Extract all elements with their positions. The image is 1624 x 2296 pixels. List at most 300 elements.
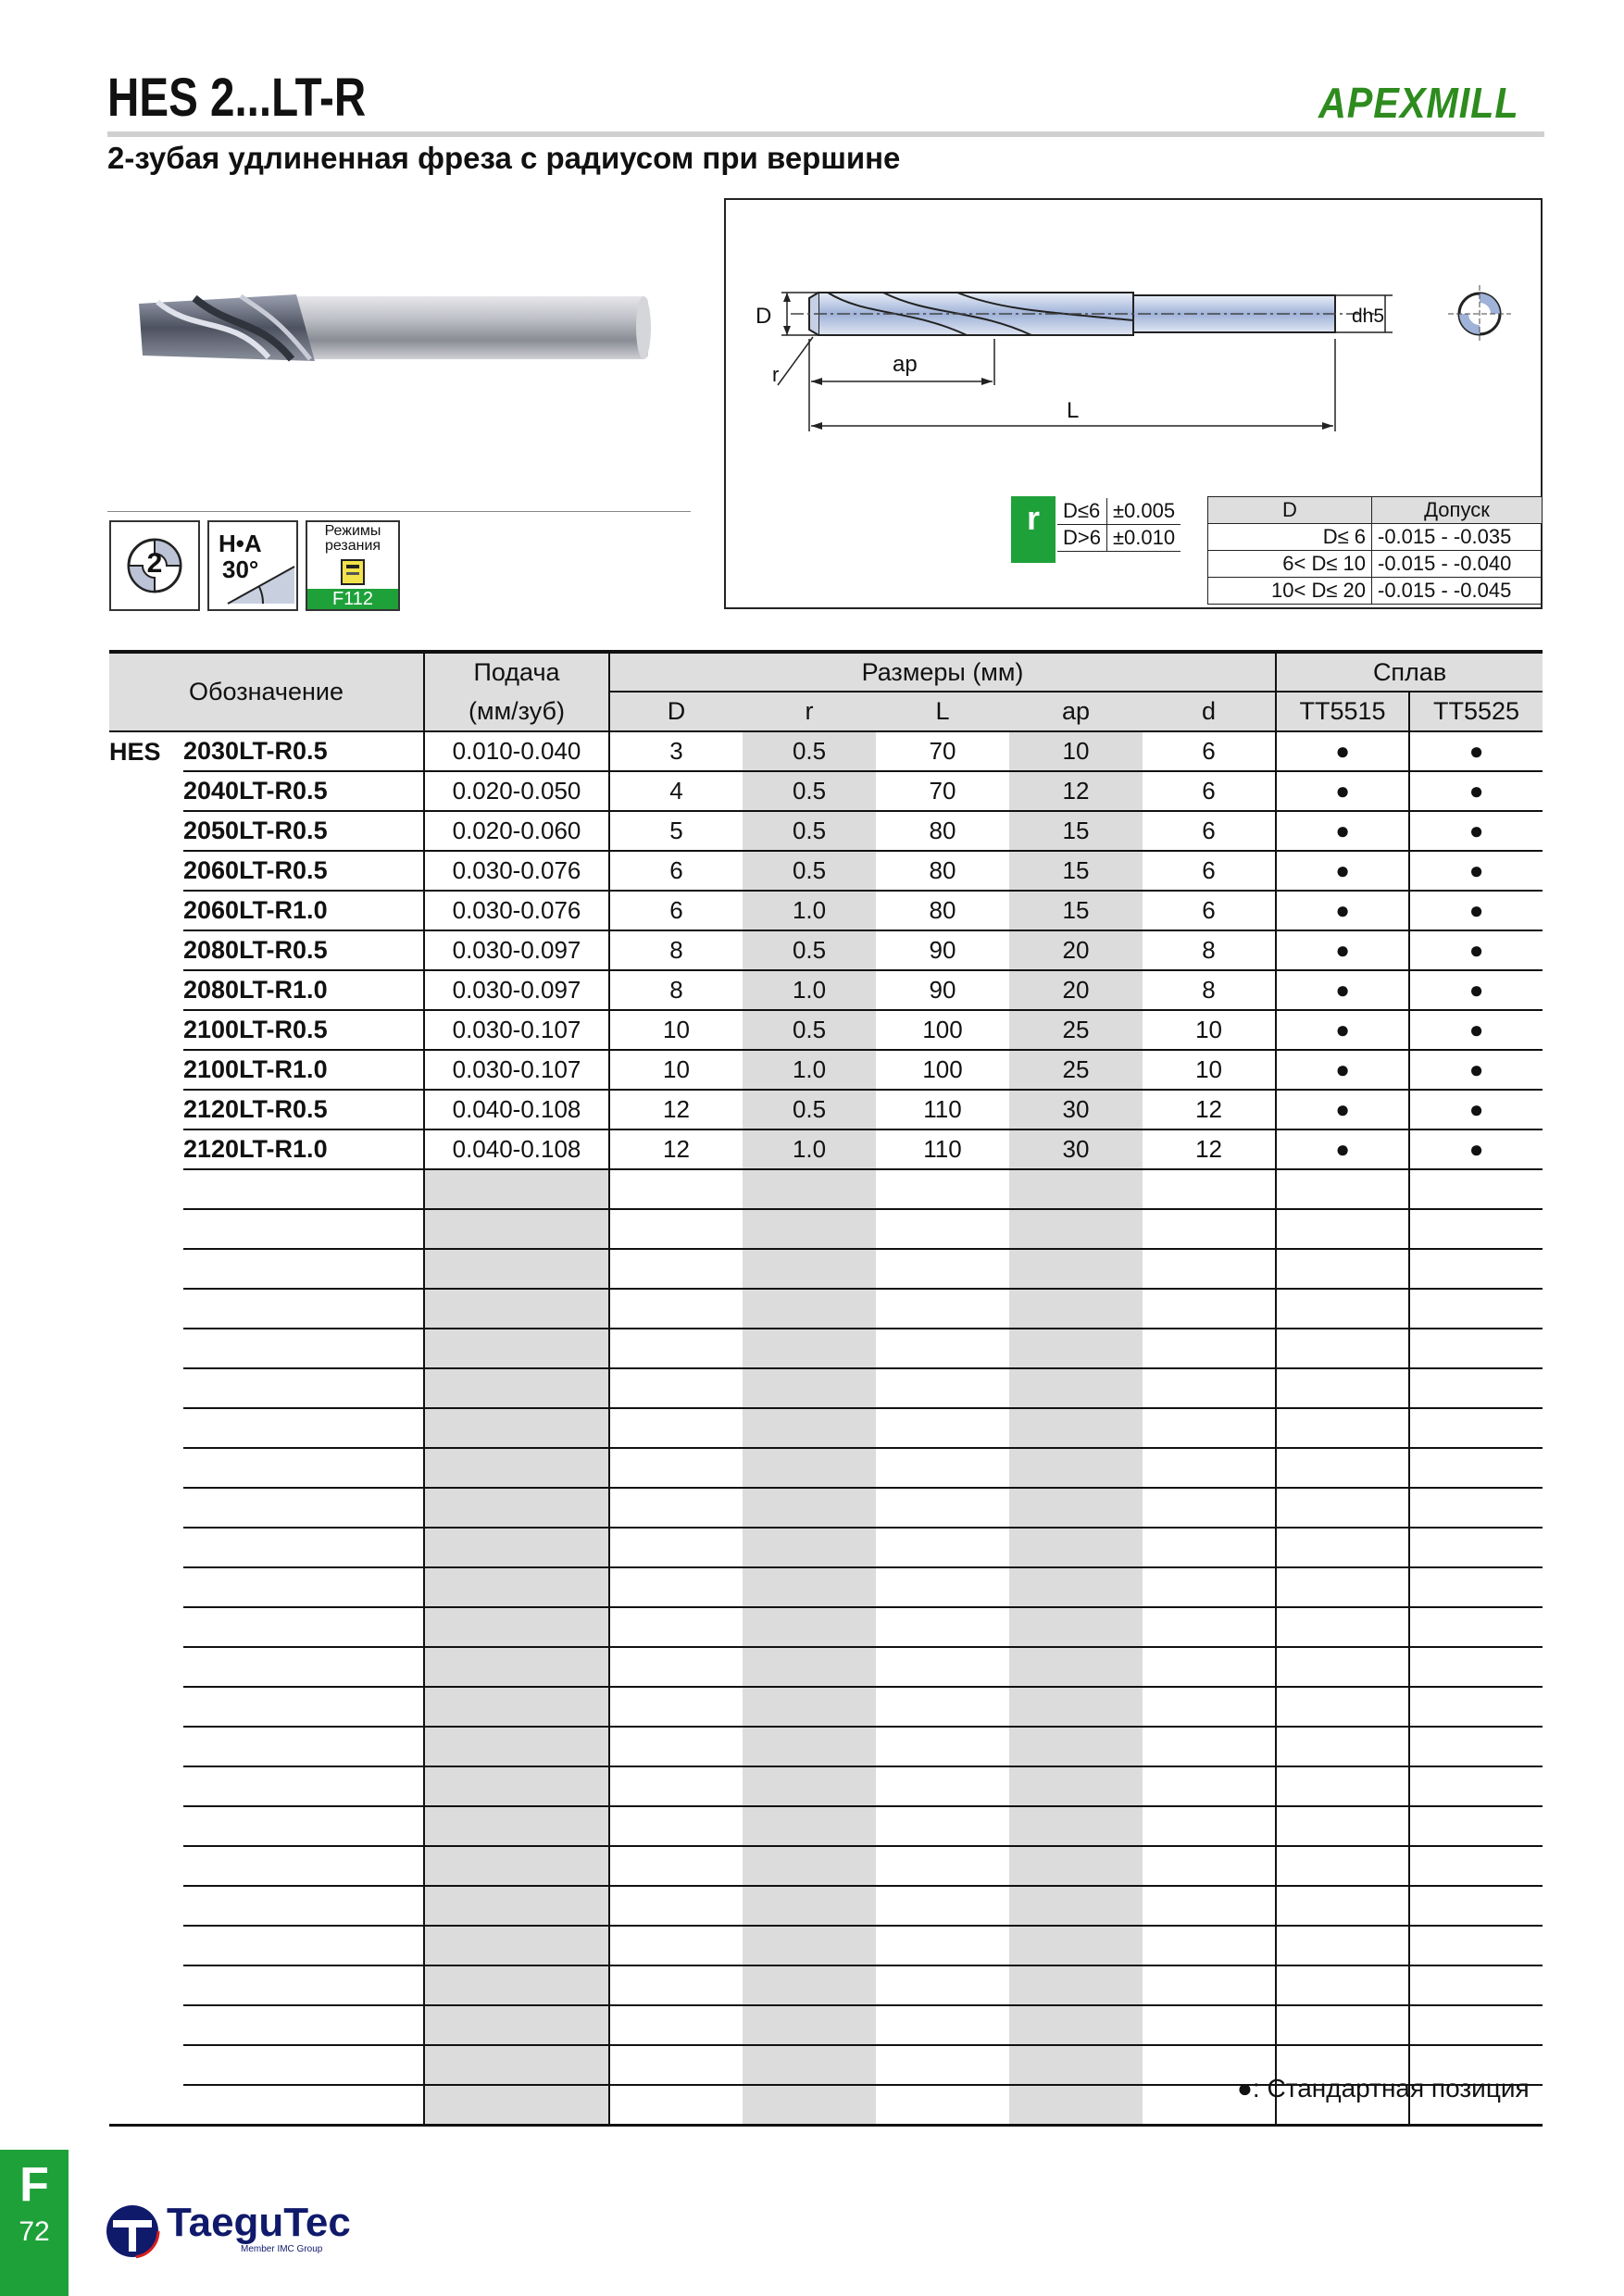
table-row bbox=[109, 1010, 1543, 1050]
empty-feed bbox=[424, 1926, 609, 1965]
empty-d bbox=[1143, 1806, 1276, 1846]
table-row-empty bbox=[109, 2005, 1543, 2045]
empty-tt5525 bbox=[1409, 1209, 1543, 1249]
row-D: 6 bbox=[609, 851, 743, 891]
r-tol-cond: D>6 bbox=[1057, 525, 1106, 552]
empty-tt5515 bbox=[1276, 1408, 1409, 1448]
empty-D bbox=[609, 1488, 743, 1528]
row-r: 0.5 bbox=[743, 1090, 876, 1129]
empty-r bbox=[743, 1647, 876, 1687]
empty-prefix bbox=[109, 1647, 183, 1687]
header-feed: Подача bbox=[424, 652, 609, 692]
row-L: 100 bbox=[876, 1050, 1009, 1090]
flutes-count: 2 bbox=[146, 548, 163, 579]
empty-feed bbox=[424, 1448, 609, 1488]
row-r: 1.0 bbox=[743, 970, 876, 1010]
table-row-empty bbox=[109, 1249, 1543, 1289]
d-tol-header-D: D bbox=[1208, 497, 1372, 524]
empty-ap bbox=[1009, 1448, 1143, 1488]
table-row bbox=[109, 811, 1543, 851]
empty-feed bbox=[424, 1408, 609, 1448]
empty-D bbox=[609, 1448, 743, 1488]
row-tt5525: ● bbox=[1409, 731, 1543, 771]
table-row-empty bbox=[109, 1687, 1543, 1727]
row-d: 6 bbox=[1143, 851, 1276, 891]
empty-r bbox=[743, 1528, 876, 1567]
row-ap: 30 bbox=[1009, 1090, 1143, 1129]
empty-prefix bbox=[109, 1926, 183, 1965]
row-feed: 0.030-0.076 bbox=[424, 851, 609, 891]
empty-tt5515 bbox=[1276, 1209, 1409, 1249]
company-sub: Member IMC Group bbox=[241, 2244, 323, 2254]
row-D: 10 bbox=[609, 1010, 743, 1050]
row-ap: 25 bbox=[1009, 1010, 1143, 1050]
legend-text: : Стандартная позиция bbox=[1252, 2074, 1530, 2103]
dim-label-dh5: dh5 bbox=[1352, 306, 1385, 327]
empty-designation bbox=[183, 1528, 424, 1567]
subheader-ap: ap bbox=[1009, 692, 1143, 731]
row-tt5515: ● bbox=[1276, 731, 1409, 771]
empty-tt5525 bbox=[1409, 1965, 1543, 2005]
table-row bbox=[109, 771, 1543, 811]
r-tol-row bbox=[1057, 498, 1181, 525]
empty-r bbox=[743, 2045, 876, 2085]
row-tt5515: ● bbox=[1276, 1129, 1409, 1169]
empty-tt5515 bbox=[1276, 1727, 1409, 1766]
empty-prefix bbox=[109, 1528, 183, 1567]
empty-r bbox=[743, 1886, 876, 1926]
row-tt5525: ● bbox=[1409, 1050, 1543, 1090]
empty-D bbox=[609, 1926, 743, 1965]
row-L: 80 bbox=[876, 891, 1009, 930]
empty-designation bbox=[183, 1727, 424, 1766]
dim-label-r: r bbox=[772, 363, 780, 386]
row-tt5515: ● bbox=[1276, 930, 1409, 970]
empty-feed bbox=[424, 1289, 609, 1329]
row-D: 6 bbox=[609, 891, 743, 930]
empty-d bbox=[1143, 1169, 1276, 1209]
empty-feed bbox=[424, 2085, 609, 2126]
empty-d bbox=[1143, 1607, 1276, 1647]
header-designation: Обозначение bbox=[109, 652, 424, 731]
empty-feed bbox=[424, 1886, 609, 1926]
r-tolerance-table bbox=[1057, 498, 1181, 552]
empty-L bbox=[876, 1965, 1009, 2005]
tool-drawing bbox=[726, 200, 1541, 496]
row-tt5525: ● bbox=[1409, 930, 1543, 970]
subheader-tt5525: TT5525 bbox=[1409, 692, 1543, 731]
row-tt5515: ● bbox=[1276, 811, 1409, 851]
empty-designation bbox=[183, 2005, 424, 2045]
r-tol-value: ±0.005 bbox=[1106, 498, 1181, 525]
row-tt5515: ● bbox=[1276, 1010, 1409, 1050]
row-r: 1.0 bbox=[743, 1050, 876, 1090]
d-tol-row bbox=[1208, 524, 1543, 551]
row-tt5525: ● bbox=[1409, 851, 1543, 891]
empty-L bbox=[876, 1249, 1009, 1289]
table-row-empty bbox=[109, 1209, 1543, 1249]
subheader-L: L bbox=[876, 692, 1009, 731]
empty-tt5515 bbox=[1276, 1647, 1409, 1687]
empty-designation bbox=[183, 1289, 424, 1329]
empty-ap bbox=[1009, 1687, 1143, 1727]
row-d: 6 bbox=[1143, 771, 1276, 811]
empty-prefix bbox=[109, 1448, 183, 1488]
empty-prefix bbox=[109, 2085, 183, 2126]
table-row bbox=[109, 851, 1543, 891]
row-feed: 0.030-0.076 bbox=[424, 891, 609, 930]
empty-d bbox=[1143, 1926, 1276, 1965]
row-tt5515: ● bbox=[1276, 771, 1409, 811]
table-row bbox=[109, 1090, 1543, 1129]
row-L: 70 bbox=[876, 771, 1009, 811]
empty-r bbox=[743, 1488, 876, 1528]
empty-designation bbox=[183, 1209, 424, 1249]
d-tol-header bbox=[1208, 497, 1543, 524]
empty-r bbox=[743, 2005, 876, 2045]
empty-d bbox=[1143, 1209, 1276, 1249]
empty-D bbox=[609, 2085, 743, 2126]
empty-designation bbox=[183, 1687, 424, 1727]
row-feed: 0.020-0.050 bbox=[424, 771, 609, 811]
empty-prefix bbox=[109, 1727, 183, 1766]
empty-designation bbox=[183, 1766, 424, 1806]
cutting-modes-icon[interactable] bbox=[306, 520, 400, 611]
empty-designation bbox=[183, 1329, 424, 1368]
empty-ap bbox=[1009, 1766, 1143, 1806]
empty-r bbox=[743, 1965, 876, 2005]
empty-tt5515 bbox=[1276, 1448, 1409, 1488]
row-ap: 15 bbox=[1009, 811, 1143, 851]
table-row bbox=[109, 891, 1543, 930]
row-designation: 2120LT-R0.5 bbox=[183, 1090, 424, 1129]
row-d: 12 bbox=[1143, 1090, 1276, 1129]
row-designation: 2060LT-R1.0 bbox=[183, 891, 424, 930]
empty-L bbox=[876, 1209, 1009, 1249]
empty-prefix bbox=[109, 1607, 183, 1647]
empty-tt5525 bbox=[1409, 1169, 1543, 1209]
empty-d bbox=[1143, 1408, 1276, 1448]
empty-tt5515 bbox=[1276, 2005, 1409, 2045]
empty-D bbox=[609, 1886, 743, 1926]
row-feed: 0.020-0.060 bbox=[424, 811, 609, 851]
empty-designation bbox=[183, 2085, 424, 2126]
empty-L bbox=[876, 1289, 1009, 1329]
empty-r bbox=[743, 1329, 876, 1368]
row-tt5515: ● bbox=[1276, 1090, 1409, 1129]
empty-prefix bbox=[109, 1289, 183, 1329]
r-tol-value: ±0.010 bbox=[1106, 525, 1181, 552]
empty-tt5515 bbox=[1276, 1607, 1409, 1647]
empty-feed bbox=[424, 1368, 609, 1408]
table-row-empty bbox=[109, 1806, 1543, 1846]
row-r: 0.5 bbox=[743, 1010, 876, 1050]
row-r: 0.5 bbox=[743, 731, 876, 771]
empty-tt5525 bbox=[1409, 1249, 1543, 1289]
empty-prefix bbox=[109, 2045, 183, 2085]
r-tolerance-symbol: r bbox=[1026, 499, 1040, 537]
empty-tt5525 bbox=[1409, 1488, 1543, 1528]
row-prefix bbox=[109, 851, 183, 891]
empty-d bbox=[1143, 1766, 1276, 1806]
header-rule bbox=[107, 131, 1544, 137]
empty-D bbox=[609, 1289, 743, 1329]
empty-tt5515 bbox=[1276, 1687, 1409, 1727]
empty-r bbox=[743, 1846, 876, 1886]
section-letter: F bbox=[19, 2158, 49, 2212]
empty-ap bbox=[1009, 1806, 1143, 1846]
empty-prefix bbox=[109, 1368, 183, 1408]
d-tol-range: 6< D≤ 10 bbox=[1208, 551, 1372, 578]
helix-angle: 30° bbox=[222, 555, 259, 583]
row-designation: 2060LT-R0.5 bbox=[183, 851, 424, 891]
empty-L bbox=[876, 1448, 1009, 1488]
empty-prefix bbox=[109, 2005, 183, 2045]
table-row-empty bbox=[109, 1886, 1543, 1926]
empty-designation bbox=[183, 1567, 424, 1607]
empty-L bbox=[876, 1926, 1009, 1965]
row-d: 8 bbox=[1143, 930, 1276, 970]
empty-tt5515 bbox=[1276, 1926, 1409, 1965]
empty-prefix bbox=[109, 1846, 183, 1886]
dim-label-D: D bbox=[756, 304, 772, 329]
empty-tt5525 bbox=[1409, 2005, 1543, 2045]
empty-tt5515 bbox=[1276, 1965, 1409, 2005]
row-D: 12 bbox=[609, 1090, 743, 1129]
empty-designation bbox=[183, 1368, 424, 1408]
empty-ap bbox=[1009, 2005, 1143, 2045]
r-tol-cond: D≤6 bbox=[1057, 498, 1106, 525]
empty-tt5515 bbox=[1276, 1806, 1409, 1846]
row-ap: 15 bbox=[1009, 851, 1143, 891]
row-tt5525: ● bbox=[1409, 771, 1543, 811]
empty-L bbox=[876, 1647, 1009, 1687]
empty-r bbox=[743, 1209, 876, 1249]
empty-ap bbox=[1009, 2045, 1143, 2085]
empty-designation bbox=[183, 1488, 424, 1528]
empty-designation bbox=[183, 1846, 424, 1886]
row-designation: 2080LT-R1.0 bbox=[183, 970, 424, 1010]
row-L: 110 bbox=[876, 1129, 1009, 1169]
helix-wedge-icon bbox=[209, 522, 296, 609]
row-d: 6 bbox=[1143, 891, 1276, 930]
empty-tt5515 bbox=[1276, 1766, 1409, 1806]
table-row-empty bbox=[109, 1766, 1543, 1806]
empty-L bbox=[876, 1528, 1009, 1567]
empty-ap bbox=[1009, 1886, 1143, 1926]
row-D: 8 bbox=[609, 970, 743, 1010]
row-d: 6 bbox=[1143, 731, 1276, 771]
empty-feed bbox=[424, 1647, 609, 1687]
d-tol-row bbox=[1208, 551, 1543, 578]
empty-designation bbox=[183, 1408, 424, 1448]
empty-d bbox=[1143, 1329, 1276, 1368]
row-ap: 20 bbox=[1009, 970, 1143, 1010]
empty-D bbox=[609, 1687, 743, 1727]
legend bbox=[1237, 2074, 1530, 2103]
empty-tt5525 bbox=[1409, 1607, 1543, 1647]
empty-feed bbox=[424, 2005, 609, 2045]
empty-prefix bbox=[109, 1249, 183, 1289]
empty-ap bbox=[1009, 1846, 1143, 1886]
row-prefix bbox=[109, 891, 183, 930]
row-prefix: HES bbox=[109, 737, 161, 766]
header-dimensions: Размеры (мм) bbox=[609, 652, 1276, 692]
row-L: 110 bbox=[876, 1090, 1009, 1129]
row-tt5525: ● bbox=[1409, 891, 1543, 930]
row-r: 0.5 bbox=[743, 811, 876, 851]
empty-r bbox=[743, 1448, 876, 1488]
empty-D bbox=[609, 2005, 743, 2045]
table-row-empty bbox=[109, 1647, 1543, 1687]
empty-prefix bbox=[109, 1488, 183, 1528]
empty-D bbox=[609, 1249, 743, 1289]
subheader-r: r bbox=[743, 692, 876, 731]
row-designation: 2120LT-R1.0 bbox=[183, 1129, 424, 1169]
empty-r bbox=[743, 1408, 876, 1448]
empty-ap bbox=[1009, 2085, 1143, 2126]
empty-tt5515 bbox=[1276, 1488, 1409, 1528]
empty-D bbox=[609, 1647, 743, 1687]
table-row-empty bbox=[109, 1448, 1543, 1488]
empty-L bbox=[876, 1169, 1009, 1209]
empty-ap bbox=[1009, 1169, 1143, 1209]
empty-tt5525 bbox=[1409, 1368, 1543, 1408]
empty-feed bbox=[424, 1607, 609, 1647]
empty-tt5515 bbox=[1276, 1567, 1409, 1607]
empty-feed bbox=[424, 1766, 609, 1806]
empty-D bbox=[609, 1727, 743, 1766]
row-L: 90 bbox=[876, 930, 1009, 970]
table-row bbox=[109, 1129, 1543, 1169]
empty-prefix bbox=[109, 1567, 183, 1607]
empty-designation bbox=[183, 1607, 424, 1647]
legend-mark: ● bbox=[1237, 2074, 1253, 2103]
empty-D bbox=[609, 1408, 743, 1448]
product-table bbox=[109, 650, 1543, 2127]
d-tol-value: -0.015 - -0.040 bbox=[1372, 551, 1543, 578]
row-feed: 0.030-0.097 bbox=[424, 970, 609, 1010]
table-row-empty bbox=[109, 1727, 1543, 1766]
row-d: 10 bbox=[1143, 1050, 1276, 1090]
row-feed: 0.030-0.097 bbox=[424, 930, 609, 970]
row-D: 5 bbox=[609, 811, 743, 851]
header-alloy: Сплав bbox=[1276, 652, 1543, 692]
empty-d bbox=[1143, 1368, 1276, 1408]
empty-designation bbox=[183, 1926, 424, 1965]
empty-d bbox=[1143, 1249, 1276, 1289]
table-row-empty bbox=[109, 1488, 1543, 1528]
empty-r bbox=[743, 1926, 876, 1965]
row-tt5525: ● bbox=[1409, 1010, 1543, 1050]
table-row bbox=[109, 731, 1543, 771]
row-D: 4 bbox=[609, 771, 743, 811]
page-number: 72 bbox=[19, 2216, 50, 2247]
row-r: 1.0 bbox=[743, 1129, 876, 1169]
row-tt5525: ● bbox=[1409, 1129, 1543, 1169]
empty-prefix bbox=[109, 1766, 183, 1806]
row-designation: 2040LT-R0.5 bbox=[183, 771, 424, 811]
r-tolerance-badge bbox=[1011, 496, 1056, 563]
empty-r bbox=[743, 1607, 876, 1647]
empty-feed bbox=[424, 1488, 609, 1528]
empty-L bbox=[876, 1567, 1009, 1607]
empty-tt5525 bbox=[1409, 1926, 1543, 1965]
row-L: 80 bbox=[876, 811, 1009, 851]
flutes-icon bbox=[109, 520, 200, 611]
empty-prefix bbox=[109, 1329, 183, 1368]
table-row-empty bbox=[109, 1408, 1543, 1448]
table-row-empty bbox=[109, 1368, 1543, 1408]
empty-L bbox=[876, 1607, 1009, 1647]
dim-label-ap: ap bbox=[893, 352, 918, 377]
row-feed: 0.030-0.107 bbox=[424, 1010, 609, 1050]
empty-d bbox=[1143, 1647, 1276, 1687]
empty-ap bbox=[1009, 1289, 1143, 1329]
empty-feed bbox=[424, 1528, 609, 1567]
empty-prefix bbox=[109, 1169, 183, 1209]
empty-feed bbox=[424, 1249, 609, 1289]
empty-designation bbox=[183, 1169, 424, 1209]
empty-L bbox=[876, 2005, 1009, 2045]
empty-r bbox=[743, 1806, 876, 1846]
empty-ap bbox=[1009, 1528, 1143, 1567]
helix-angle-icon bbox=[207, 520, 298, 611]
empty-D bbox=[609, 1965, 743, 2005]
row-L: 100 bbox=[876, 1010, 1009, 1050]
table-row-empty bbox=[109, 1965, 1543, 2005]
empty-tt5515 bbox=[1276, 1368, 1409, 1408]
empty-L bbox=[876, 1806, 1009, 1846]
empty-L bbox=[876, 1368, 1009, 1408]
table-row-empty bbox=[109, 1289, 1543, 1329]
empty-r bbox=[743, 1766, 876, 1806]
taegutec-logo-icon bbox=[104, 2203, 161, 2259]
empty-L bbox=[876, 1846, 1009, 1886]
table-row-empty bbox=[109, 1169, 1543, 1209]
empty-ap bbox=[1009, 1368, 1143, 1408]
empty-D bbox=[609, 2045, 743, 2085]
empty-ap bbox=[1009, 1488, 1143, 1528]
row-tt5515: ● bbox=[1276, 1050, 1409, 1090]
row-ap: 10 bbox=[1009, 731, 1143, 771]
row-tt5515: ● bbox=[1276, 970, 1409, 1010]
empty-L bbox=[876, 1687, 1009, 1727]
empty-ap bbox=[1009, 1647, 1143, 1687]
row-designation: 2100LT-R0.5 bbox=[183, 1010, 424, 1050]
row-feed: 0.010-0.040 bbox=[424, 731, 609, 771]
empty-tt5515 bbox=[1276, 1249, 1409, 1289]
empty-tt5525 bbox=[1409, 1766, 1543, 1806]
empty-D bbox=[609, 1806, 743, 1846]
table-header-row bbox=[109, 652, 1543, 692]
subheader-d: d bbox=[1143, 692, 1276, 731]
empty-D bbox=[609, 1607, 743, 1647]
d-tol-value: -0.015 - -0.035 bbox=[1372, 524, 1543, 551]
empty-designation bbox=[183, 1647, 424, 1687]
table-row-empty bbox=[109, 1607, 1543, 1647]
empty-ap bbox=[1009, 1209, 1143, 1249]
empty-d bbox=[1143, 1488, 1276, 1528]
empty-d bbox=[1143, 1567, 1276, 1607]
empty-feed bbox=[424, 1806, 609, 1846]
empty-prefix bbox=[109, 1687, 183, 1727]
empty-L bbox=[876, 1766, 1009, 1806]
empty-feed bbox=[424, 1846, 609, 1886]
company-logo: TaeguTec bbox=[167, 2200, 351, 2245]
row-r: 0.5 bbox=[743, 930, 876, 970]
row-ap: 12 bbox=[1009, 771, 1143, 811]
